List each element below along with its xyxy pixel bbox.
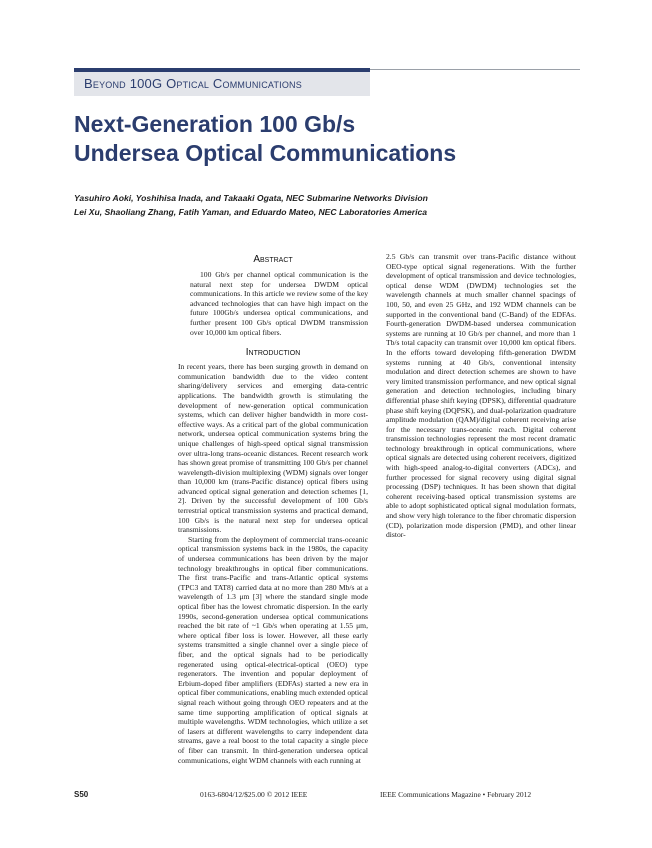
copyright-notice: 0163-6804/12/$25.00 © 2012 IEEE [200,790,308,799]
journal-info: IEEE Communications Magazine • February 2012 [380,790,532,799]
article-title [74,110,554,168]
title-line-1: Next-Generation 100 Gb/s [74,111,356,137]
abstract-text: 100 Gb/s per channel optical communication is the natural next step for undersea DWDM optical communications. In this article we review some of the key advanced technologies that can have high impact on the future 100Gb/s undersea optical communications, and further present 100 Gb/s optical DWDM transmission over 10,000 km optical fibers. [190,270,368,337]
section-label: Beyond 100G Optical Communications [84,76,302,91]
author-line-1: Yasuhiro Aoki, Yoshihisa Inada, and Takaaki Ogata, NEC Submarine Networks Division [74,193,428,203]
page-number: S50 [74,790,89,799]
introduction-heading: Introduction [245,347,301,359]
author-line-2: Lei Xu, Shaoliang Zhang, Fatih Yaman, and Eduardo Mateo, NEC Laboratories America [74,207,428,217]
header-rule [370,69,580,70]
intro-paragraph-2: Starting from the deployment of commercial trans-oceanic optical transmission systems back in the 1980s, the capacity of undersea communications has been driven by the major technology breakthroughs in optical fiber communications. The first trans-Pacific and trans-Atlantic optical systems (TPC3 and TAT8) carried data at no more than 280 Mb/s at a wavelength of 1.3 μm [3] where the standard single mode optical fiber has the lowest chromatic dispersion. In the early 1990s, second-generation undersea optical communications reached the bit rate of ~1 Gb/s when operating at 1.55 μm, where optical fiber loss is lower. However, all these early systems transmitted a single channel over a single piece of fiber, and the optical signals had to be periodically regenerated using optical-electrical-optical (OEO) type regenerators. The invention and popular deployment of Erbium-doped fiber amplifiers (EDFAs) started a new era in optical fiber communications, enabling much extended optical signal reach without going through OEO repeaters and at the same time supporting amplification of optical signals at multiple wavelengths. WDM technologies, which utilize a set of lasers at different wavelengths to carry independent data streams, gave a real boost to the total capacity a single piece of fiber can transmit. In third-generation undersea optical communications, eight WDM channels with each running at [178,534,368,765]
author-list [74,191,574,219]
intro-paragraph-1: In recent years, there has been surging growth in demand on communication bandwidth due to the video content sharing/delivery services and emerging data-centric applications. The bandwidth growth is stimulating the development of new-generation optical communication systems, which can deliver higher bandwidth in more cost-effective ways. As a critical part of the global communication network, undersea optical communication systems bring the unique challenges of high-speed optical signal transmission over ultra-long trans-oceanic distances. Recent research work has shown great promise of transmitting 100 Gb/s per channel wavelength-division multiplexing (WDM) signals over longer than 10,000 km (trans-Pacific distance) optical fibers using advanced optical signal generation and detection schemes [1, 2]. Driven by the successful development of 100 Gb/s terrestrial optical transmission systems and practical demand, 100 Gb/s is the natural next step for undersea optical transmissions. [178,362,368,535]
abstract-heading: Abstract [253,254,293,265]
right-column [386,252,576,540]
left-column [178,252,368,765]
intro-paragraph-2-continued: 2.5 Gb/s can transmit over trans-Pacific distance without OEO-type optical signal regenerations. With the further development of optical transmission and device technologies, optical dense WDM (DWDM) technologies set the wavelength channels at much smaller channel spacings of 100, 50, and even 25 GHz, and 192 WDM channels can be supported in the conventional band (C-Band) of the EDFAs. Fourth-generation DWDM-based undersea communication systems are running at 10 Gb/s per channel, and more than 1 Tb/s total capacity can transmit over 10,000 km optical fibers. In the efforts toward developing fifth-generation DWDM systems running at 40 Gb/s, conventional intensity modulation and direct detection schemes are shown to have very limited transmission performance, and new optical signal generation and detection technologies, including binary differential phase shift keying (DPSK), differential quadrature phase shift keying (DQPSK), and dual-polarization quadrature amplitude modulation (QAM)/digital coherent receiving arise for the necessary trans-oceanic reach. Digital coherent transmission technologies represent the most recent dramatic technology breakthrough in optical communications, where optical signals are detected using coherent receivers, digitized with high-speed analog-to-digital converters (ADCs), and further processed for signal recovery using digital signal processing (DSP) techniques. It has been shown that digital coherent receiving-based optical transmission systems are able to adopt sophisticated optical signal modulation formats, and show very high tolerance to the fiber chromatic dispersion (CD), polarization mode dispersion (PMD), and other linear distor- [386,252,577,540]
title-line-2: Undersea Optical Communications [74,140,457,166]
